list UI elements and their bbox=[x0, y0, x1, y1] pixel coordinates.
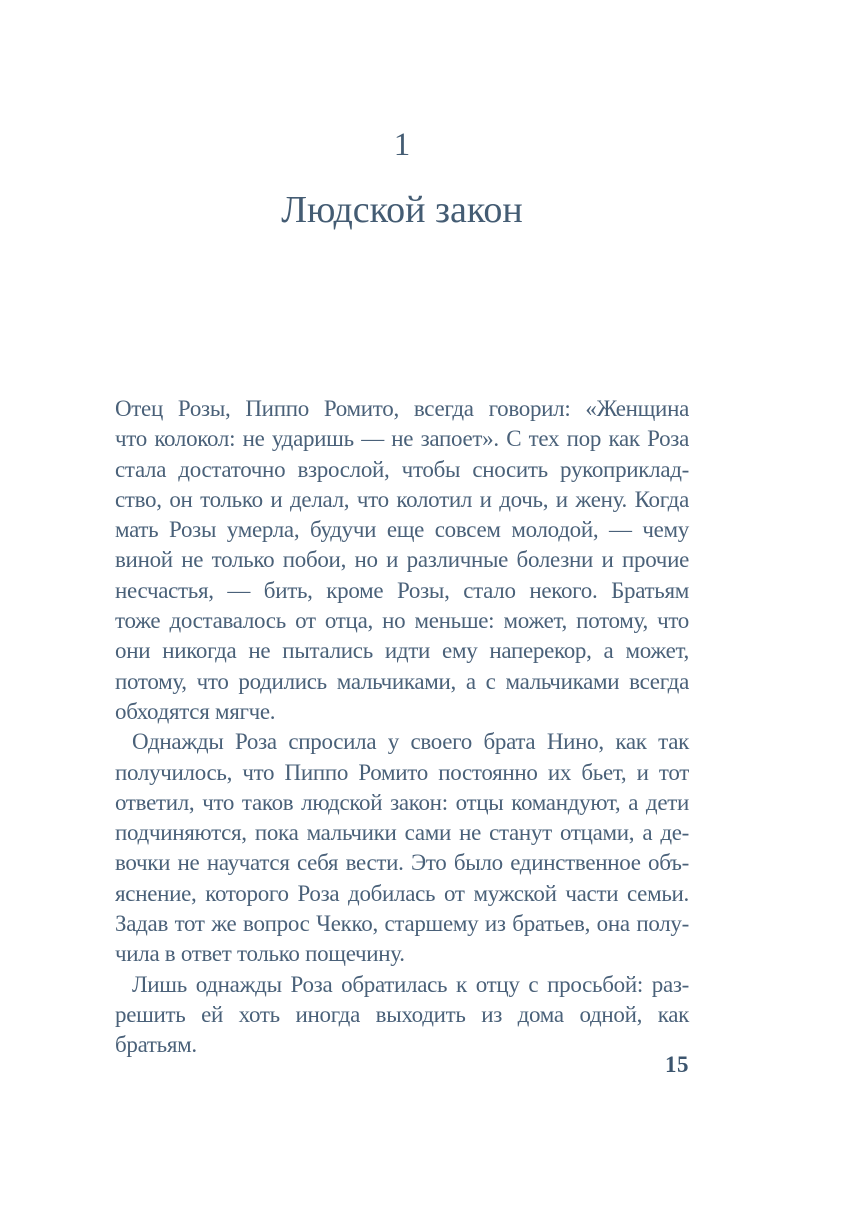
text-line: тоже доставалось от отца, но меньше: может, потому, что bbox=[115, 608, 689, 634]
text-line: подчиняются, пока мальчики сами не станут отцами, а де- bbox=[115, 820, 689, 846]
paragraph bbox=[115, 394, 689, 727]
paragraph bbox=[115, 727, 689, 969]
chapter-title: Людской закон bbox=[281, 189, 523, 231]
text-line: чила в ответ только пощечину. bbox=[115, 941, 405, 967]
text-line: мать Розы умерла, будучи еще совсем молодой, — чему bbox=[115, 517, 689, 543]
text-line: виной не только побои, но и различные болезни и прочие bbox=[115, 547, 689, 573]
text-line: Однажды Роза спросила у своего брата Нино, как так bbox=[132, 729, 689, 755]
text-line: яснение, которого Роза добилась от мужской части семьи. bbox=[115, 880, 689, 906]
page-number: 15 bbox=[665, 1052, 689, 1077]
body-text bbox=[115, 394, 689, 1061]
text-line: Лишь однажды Роза обратилась к отцу с просьбой: раз- bbox=[132, 971, 689, 997]
text-line: Задав тот же вопрос Чекко, старшему из братьев, она полу- bbox=[115, 911, 689, 937]
chapter-number: 1 bbox=[393, 127, 411, 163]
text-line: получилось, что Пиппо Ромито постоянно их бьет, и тот bbox=[115, 759, 689, 785]
paragraph bbox=[115, 970, 689, 1061]
text-line: ство, он только и делал, что колотил и дочь, и жену. Когда bbox=[115, 486, 689, 512]
text-line: несчастья, — бить, кроме Розы, стало некого. Братьям bbox=[115, 577, 689, 603]
text-line: что колокол: не ударишь — не запоет». С тех пор как Роза bbox=[115, 426, 689, 452]
text-line: решить ей хоть иногда выходить из дома одной, как братьям. bbox=[115, 1001, 689, 1058]
text-line: потому, что родились мальчиками, а с мальчиками всегда bbox=[115, 668, 689, 694]
text-line: ответил, что таков людской закон: отцы командуют, а дети bbox=[115, 789, 689, 815]
text-line: стала достаточно взрослой, чтобы сносить рукоприклад- bbox=[115, 456, 689, 482]
text-line: вочки не научатся себя вести. Это было единственное объ- bbox=[115, 850, 689, 876]
text-line: обходятся мягче. bbox=[115, 698, 276, 724]
text-line: Отец Розы, Пиппо Ромито, всегда говорил: «Женщина bbox=[115, 396, 689, 421]
text-line: они никогда не пытались идти ему наперекор, а может, bbox=[115, 638, 689, 664]
